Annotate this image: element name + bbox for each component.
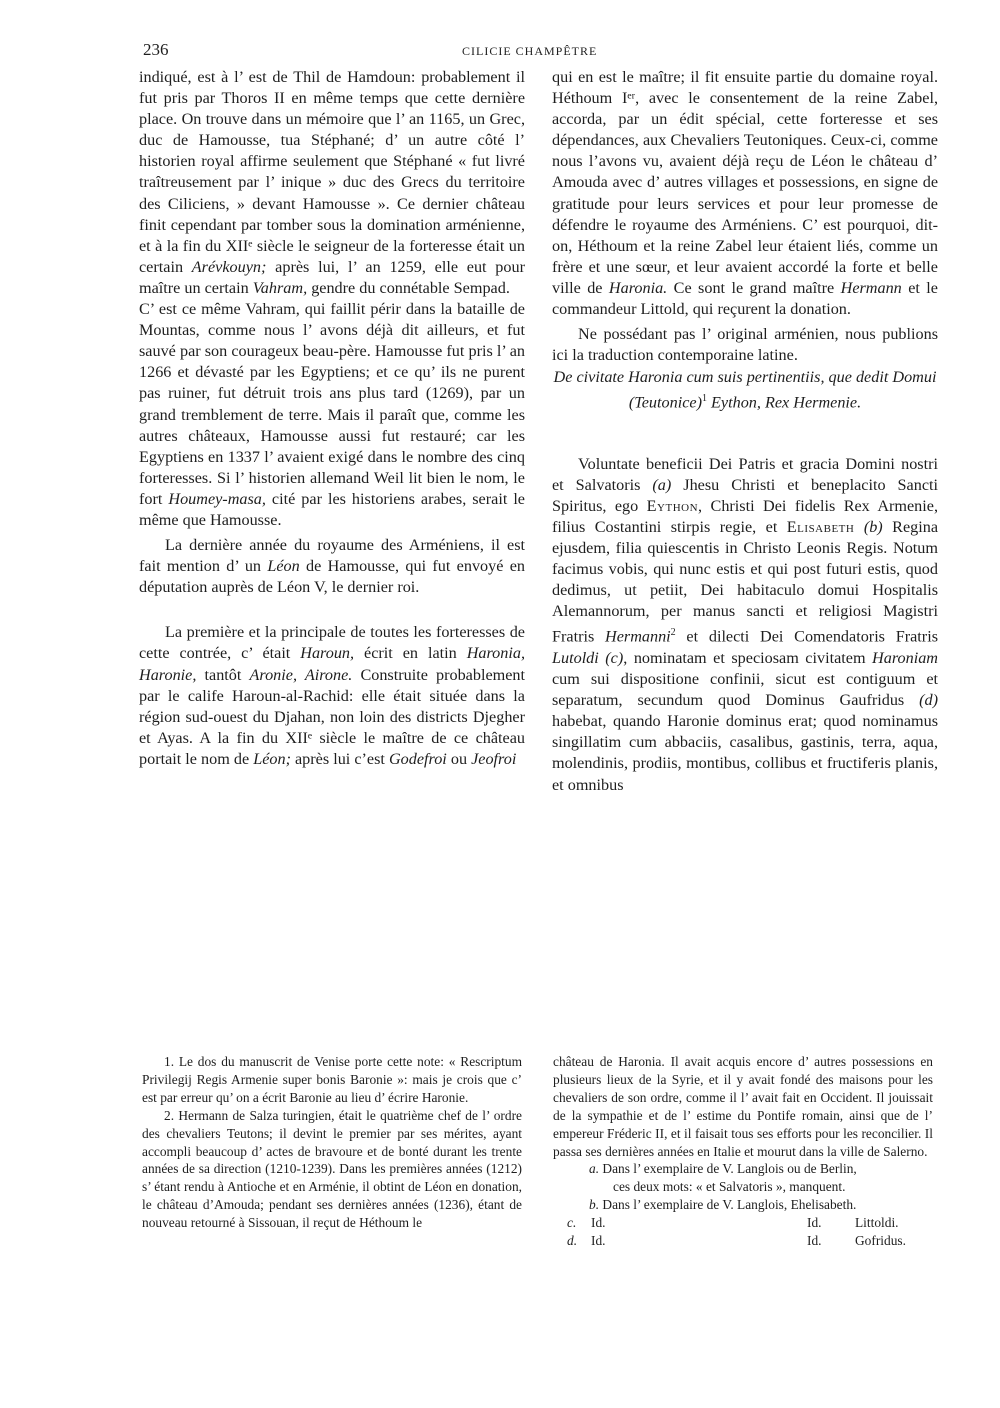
right-text-column (552, 67, 938, 796)
variant-marker: (d) (919, 691, 938, 710)
text-run: habebat, quando Haronie dominus erat; quod nominamus singillatim cum abbaciis, casalibus, gastinis, terra, aqua, molendinis, prodiis, montibus, collibus et fructiferis planis, et omnibus (552, 712, 938, 794)
name-haronia: Haronia. (608, 278, 668, 297)
name-hermanni: Hermanni (605, 627, 671, 646)
text-run: Dans l’ exemplaire de V. Langlois ou de Berlin, (602, 1161, 857, 1177)
text-run: Id. (807, 1233, 822, 1249)
text-run: après lui, l’ an 1259, elle eut pour maître un certain (139, 257, 525, 297)
paragraph-latin-translation-note: Ne possédant pas l’ original arménien, nous publions ici la traduction contemporaine latine. (552, 325, 938, 365)
text-run: indiqué, est à l’ est de Thil de Hamdoun: probablement il fut pris par Thoros II en même temps que cette dernière place. On trouve dans un mémoire que l’ an 1165, un Grec, duc de Hamousse, tua Stéphané; d’ un autre côté l’ historien royal affirme seulement que Stéphané « fut livré traîtreusement par l’ inique » duc des Grecs du territoire des Ciliciens, » devant Hamousse ». Ce dernier château finit cependant par tomber sous la domination arménienne, et à la fin du XIIᵉ siècle le seigneur de la forteresse était un certain (139, 68, 525, 276)
text-run: Jhesu Christi et beneplacito Sancti Spiritus, ego (552, 475, 938, 515)
text-run: Gofridus. (855, 1233, 906, 1249)
name-aronie: Aronie, Airone. (249, 665, 353, 684)
name-eython: Eython (646, 496, 699, 515)
paragraph-royal-domain (552, 67, 938, 320)
text-run: Eython, Rex Hermenie. (706, 393, 862, 412)
variant-key: a. (589, 1161, 600, 1177)
text-run: cité par les historiens arabes, serait le même que Hamousse. (139, 489, 525, 529)
variant-key: c. (567, 1215, 577, 1231)
variant-b (553, 1196, 933, 1214)
variant-key: d. (567, 1233, 578, 1249)
name-haroun: Haroun, (300, 644, 355, 663)
name-jeofroi: Jeofroi (471, 749, 517, 768)
paragraph-latin-charter (552, 454, 938, 796)
variant-marker: (c) (598, 648, 624, 667)
variant-key: b. (589, 1197, 600, 1213)
paragraph-hamousse-history (139, 67, 525, 299)
name-houmey-masa: Houmey-masa, (168, 489, 266, 508)
name-hermann: Hermann (840, 278, 902, 297)
variant-a-cont: ces deux mots: « et Salvatoris », manquent. (613, 1179, 846, 1195)
name-elisabeth: Elisabeth (786, 517, 855, 536)
text-run: Dans l’ exemplaire de V. Langlois, Ehelisabeth. (602, 1197, 857, 1213)
text-run: Id. (591, 1215, 606, 1231)
running-title: CILICIE CHAMPÊTRE (462, 44, 598, 58)
name-haroniam: Haroniam (872, 648, 938, 667)
charter-title (552, 366, 938, 413)
text-run: Littoldi. (855, 1215, 899, 1231)
text-run: , nominatam et speciosam civitatem (623, 648, 873, 667)
text-run: et le commandeur Littold, qui reçurent la donation. (552, 278, 938, 319)
text-run: Id. (807, 1215, 822, 1231)
page-number: 236 (143, 40, 169, 59)
footnote-1: 1. Le dos du manuscrit de Venise porte cette note: « Rescriptum Privilegij Regis Armenie super bonis Baronie »: mais je crois que c’ est par erreur qu’ on a écrit Baronie au lieu d’ écrire Haronie. (142, 1054, 522, 1105)
variant-c (553, 1214, 933, 1232)
text-run: et dilecti Dei Comendatoris Fratris (675, 627, 938, 646)
name-godefroi: Godefroi (388, 749, 447, 768)
footnote-2-continued: château de Haronia. Il avait acquis encore d’ autres possessions en plusieurs lieux de la Syrie, et il y avait fondé des maisons pour les chevaliers de son ordre, comme il l’ avait fait en Occident. Il jouissait de la sympathie et de l’ estime du Pontife romain, ainsi que de l’ empereur Fréderic II, et il faisait tous ses efforts pour les reconcilier. Il passa ses dernières années en Italie et mourut dans la ville de Salerno. (553, 1054, 933, 1159)
text-run: C’ est ce même Vahram, qui faillit périr dans la bataille de Mountas, comme nous l’ avons déjà dit ailleurs, et fut sauvé par son courageux beau-père. Hamousse fut pris l’ an 1266 et dévasté par les Egyptiens; et ce qu’ ils ne purent pas ruiner, fut détruit trois ans plus tard (1269), par un grand tremblement de terre. Mais il paraît que, comme les autres châteaux, Hamousse aussi fut restauré; car les Egyptiens en 1337 l’ avaient exigé dans le nombre des cinq forteresses. Si l’ historien allemand Weil lit bien le nom, le fort (139, 300, 525, 508)
name-leon: Léon; (253, 749, 291, 768)
footnote-marker: 1 (701, 393, 707, 405)
text-run: ou (446, 749, 472, 768)
paragraph-vahram (139, 299, 525, 531)
paragraph-haroun-fortress (139, 622, 525, 770)
footnotes-right (553, 1053, 933, 1250)
text-run: Construite probablement par le calife Haroun-al-Rachid: elle était située dans la région sud-ouest du Djahan, non loin des districts Djegher et Ayas. A la fin du XIIᵉ siècle le maître de ce château portait le nom de (139, 665, 525, 768)
text-run: gendre du connétable Sempad. (307, 278, 510, 297)
text-run: de Hamousse, qui fut envoyé en députation auprès de Léon V, le dernier roi. (139, 557, 526, 597)
text-run: cum sui dispositione confinii, sicut est contiguum et separatum, secundum quod Dominus Gaufridus (552, 670, 938, 710)
footnotes-left (142, 1053, 522, 1232)
text-run: tantôt (196, 665, 250, 684)
variant-marker: (a) (652, 475, 672, 494)
text-run: Id. (591, 1233, 606, 1249)
text-run: De civitate Haronia cum suis pertinentiis, que dedit Domui (Teutonice) (553, 368, 937, 412)
text-run: écrit en latin (354, 644, 467, 663)
variant-marker: (b) (854, 517, 883, 536)
text-run: La première et la principale de toutes les forteresses de cette contrée, c’ était (139, 623, 525, 663)
name-vahram: Vahram, (252, 278, 308, 297)
footnote-marker: 2 (670, 627, 676, 639)
text-run: Voluntate beneficii Dei Patris et gracia Domini nostri et Salvatoris (552, 454, 938, 494)
name-lutoldi: Lutoldi (552, 648, 599, 667)
text-run: Ce sont le grand maître (667, 278, 841, 297)
text-run: Regina ejusdem, filia quiescentis in Christo Leonis Regis. Notum facimus vobis, qui nunc estis et qui post futuri estis, quod dedimus, ut petiit, Dei habitaculo domui Hospitalis Alemannorum, per manus sancti et religiosi Magistri Fratris (552, 517, 939, 646)
name-arevkouyn: Arévkouyn; (191, 257, 267, 276)
variant-a (553, 1160, 933, 1178)
footnote-2: 2. Hermann de Salza turingien, était le quatrième chef de l’ ordre des chevaliers Teutons; il devint le premier par ses mérites, ayant accompli beaucoup d’ actes de bravoure et de bonté durant les trente années de sa direction (1210-1239). Dans les premières années (1212) s’ étant rendu à Antioche et en Arménie, il obtint de Léon en donation, le château d’Amouda; pendant ses dernières années (1236), étant de nouveau retourné à Sissouan, il reçut de Héthoum le (142, 1107, 522, 1231)
name-haronia: Haronia, Haronie, (139, 644, 525, 684)
paragraph-leon-de-hamousse (139, 535, 525, 598)
text-run: La dernière année du royaume des Arméniens, il est fait mention d’ un (139, 536, 525, 576)
text-run: qui en est le maître; il fit ensuite partie du domaine royal. Héthoum Iᵉʳ, avec le consentement de la reine Zabel, accorda, par un édit spécial, cette forteresse et ses dépendances, aux Chevaliers Teutoniques. Ceux-ci, comme nous l’avons vu, avaient déjà reçu de Léon le château d’ Amouda avec d’ autres villages et possessions, en signe de gratitude pour leurs services et pour leur promesse de défendre le royaume des Arméniens. C’ est pourquoi, dit-on, Héthoum et la reine Zabel leur étaient liés, comme un frère et une sœur, et leur avaient accordé la forte et belle ville de (552, 68, 938, 297)
variant-d (553, 1232, 933, 1250)
text-run: , Christi Dei fidelis Rex Armenie, filius Costantini stirpis regie, et (552, 496, 938, 536)
left-text-column (139, 67, 525, 770)
name-leon: Léon (267, 557, 300, 576)
text-run: après lui c’est (290, 749, 389, 768)
